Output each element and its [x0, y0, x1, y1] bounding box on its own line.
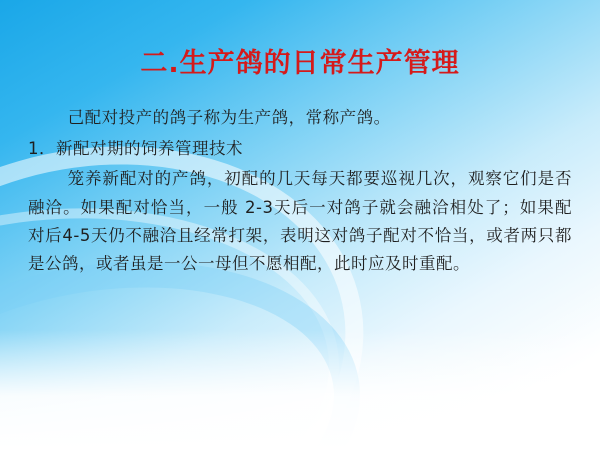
slide-title: 二.生产鸽的日常生产管理: [140, 48, 460, 79]
paragraph-body: 笼养新配对的产鸽，初配的几天每天都要巡视几次，观察它们是否融洽。如果配对恰当，一般 2-3天后一对鸽子就会融洽相处了；如果配对后4-5天仍不融洽且经常打架，表明这对鸽子配对不恰当，或者两只都是公鸽，或者虽是一公一母但不愿相配，此时应及时重配。: [28, 169, 572, 274]
slide-body: [28, 104, 572, 278]
paragraph-section-heading: 1．新配对期的饲养管理技术: [28, 138, 243, 158]
paragraph-intro: 己配对投产的鸽子称为生产鸽，常称产鸽。: [67, 108, 391, 128]
